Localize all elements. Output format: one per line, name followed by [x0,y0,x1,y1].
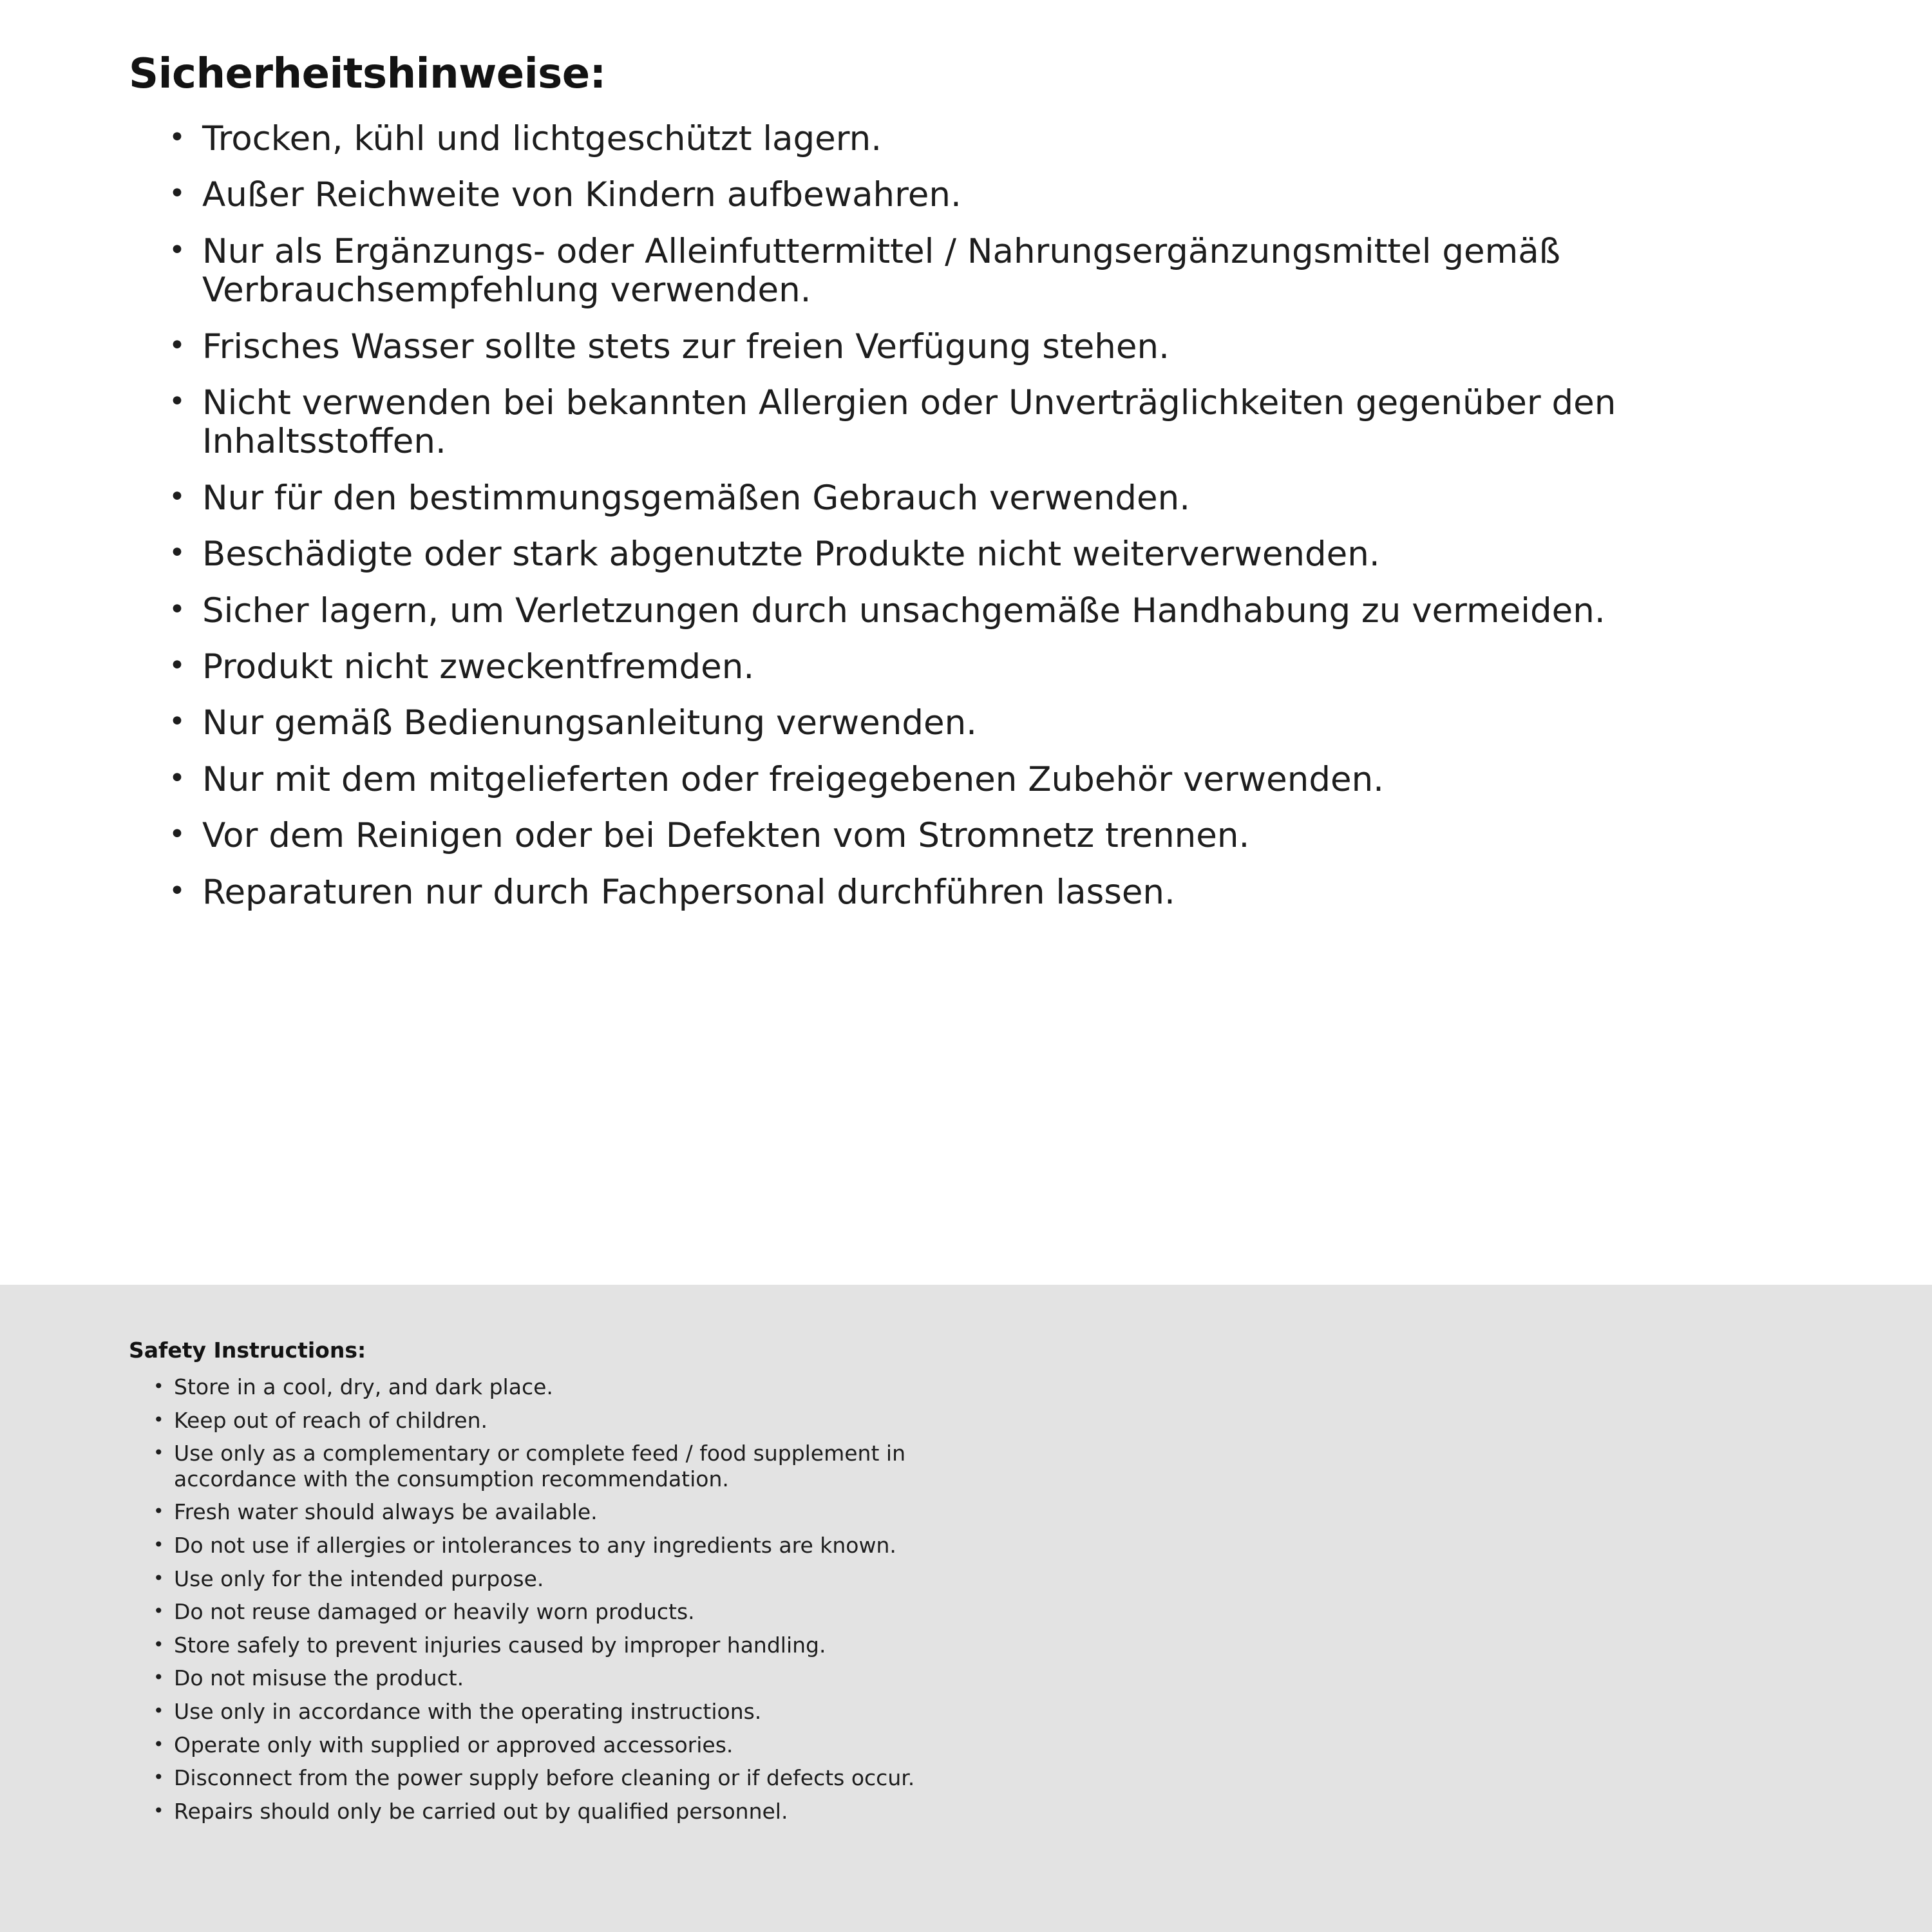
list-item: • Nicht verwenden bei bekannten Allergien oder Unverträglichkeiten gegenüber den Inhaltsstoffen. [165,384,1851,462]
list-item: • Nur mit dem mitgelieferten oder freigegebenen Zubehör verwenden. [165,761,1851,799]
list-item: • Keep out of reach of children. [152,1408,956,1434]
list-item: • Use only for the intended purpose. [152,1566,956,1592]
english-safety-section [0,1285,1932,1932]
list-item: • Operate only with supplied or approved accessories. [152,1732,956,1758]
list-item: • Vor dem Reinigen oder bei Defekten vom Stromnetz trennen. [165,817,1851,855]
list-item: • Use only as a complementary or complete feed / food supplement in accordance with the consumption recommendation. [152,1441,956,1492]
list-item: • Produkt nicht zweckentfremden. [165,648,1851,687]
list-item: • Nur für den bestimmungsgemäßen Gebrauch verwenden. [165,479,1851,518]
list-item: • Do not misuse the product. [152,1665,956,1691]
english-safety-list [129,1374,956,1824]
list-item: • Store in a cool, dry, and dark place. [152,1374,956,1400]
list-item: • Fresh water should always be available. [152,1499,956,1525]
list-item: • Trocken, kühl und lichtgeschützt lagern. [165,120,1851,158]
list-item: • Do not reuse damaged or heavily worn products. [152,1599,956,1625]
list-item: • Reparaturen nur durch Fachpersonal durchführen lassen. [165,873,1851,912]
list-item: • Beschädigte oder stark abgenutzte Produkte nicht weiterverwenden. [165,535,1851,574]
list-item: • Disconnect from the power supply before cleaning or if defects occur. [152,1765,956,1791]
list-item: • Sicher lagern, um Verletzungen durch unsachgemäße Handhabung zu vermeiden. [165,592,1851,630]
list-item: • Use only in accordance with the operating instructions. [152,1699,956,1725]
list-item: • Frisches Wasser sollte stets zur freien Verfügung stehen. [165,328,1851,366]
english-section-heading: Safety Instructions: [129,1338,366,1363]
german-section-heading: Sicherheitshinweise: [129,50,606,98]
list-item: • Außer Reichweite von Kindern aufbewahren. [165,176,1851,214]
list-item: • Nur gemäß Bedienungsanleitung verwenden. [165,704,1851,743]
list-item: • Nur als Ergänzungs- oder Alleinfuttermittel / Nahrungsergänzungsmittel gemäß Verbrauchsempfehlung verwenden. [165,232,1851,310]
german-safety-list [129,120,1861,912]
list-item: • Do not use if allergies or intolerances to any ingredients are known. [152,1533,956,1558]
list-item: • Repairs should only be carried out by qualified personnel. [152,1799,956,1824]
english-two-column-layout [129,1338,1855,1872]
list-item: • Store safely to prevent injuries caused by improper handling. [152,1633,956,1658]
